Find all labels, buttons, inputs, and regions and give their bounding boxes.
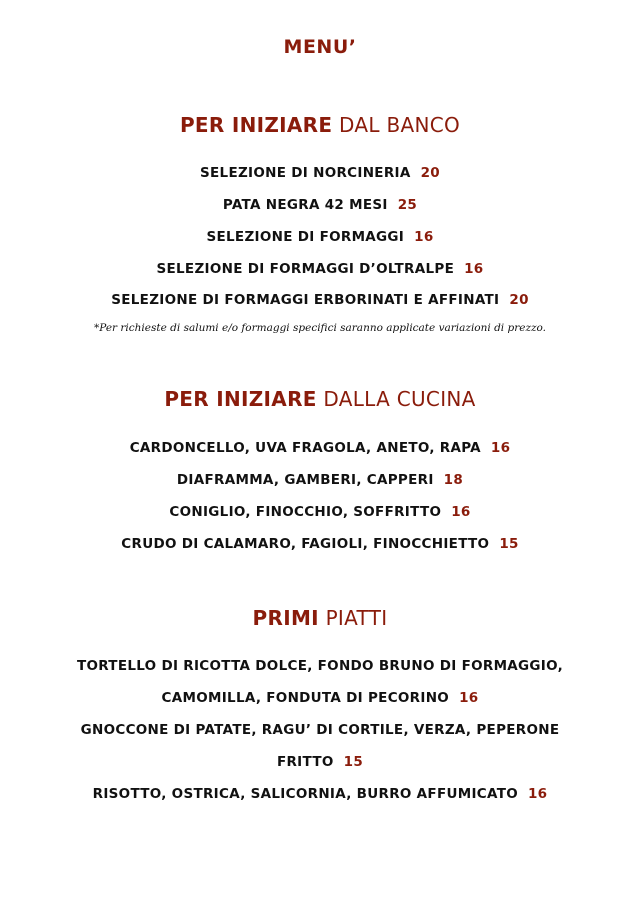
menu-item-line1 xyxy=(20,722,620,738)
menu-item-line1 xyxy=(20,658,620,674)
item-name: SELEZIONE DI NORCINERIA xyxy=(200,165,411,181)
item-name: CRUDO DI CALAMARO, FAGIOLI, FINOCCHIETTO xyxy=(121,536,490,552)
item-name: SELEZIONE DI FORMAGGI D’OLTRALPE xyxy=(156,261,455,277)
item-price: 16 xyxy=(459,690,479,706)
section-heading-rest: DALLA CUCINA xyxy=(323,387,476,411)
menu-item xyxy=(20,504,620,520)
section-heading-bold: PER INIZIARE xyxy=(164,387,317,411)
item-price: 25 xyxy=(397,197,418,213)
item-name: CAMOMILLA, FONDUTA DI PECORINO xyxy=(161,690,450,706)
menu-item xyxy=(20,440,620,456)
section-heading-rest: DAL BANCO xyxy=(339,113,461,137)
item-price: 16 xyxy=(451,504,471,520)
section-heading-bold: PRIMI xyxy=(252,606,319,630)
menu-item xyxy=(20,165,620,181)
item-name: SELEZIONE DI FORMAGGI ERBORINATI E AFFINATI xyxy=(111,292,500,308)
section-heading-bold: PER INIZIARE xyxy=(179,113,333,137)
item-name: CONIGLIO, FINOCCHIO, SOFFRITTO xyxy=(169,504,442,520)
menu-item xyxy=(20,754,620,770)
item-name: PATA NEGRA 42 MESI xyxy=(222,197,388,213)
item-price: 16 xyxy=(527,786,548,802)
menu-item xyxy=(20,261,620,277)
menu-item xyxy=(20,536,620,552)
item-name: CARDONCELLO, UVA FRAGOLA, ANETO, RAPA xyxy=(129,440,481,456)
item-name: DIAFRAMMA, GAMBERI, CAPPERI xyxy=(176,472,434,488)
menu-item xyxy=(20,472,620,488)
item-price: 18 xyxy=(443,472,464,488)
item-price: 16 xyxy=(414,229,434,245)
item-name: SELEZIONE DI FORMAGGI xyxy=(206,229,405,245)
menu-item xyxy=(20,292,620,308)
item-price: 16 xyxy=(490,440,511,456)
item-price: 15 xyxy=(499,536,519,552)
section-heading-primi xyxy=(0,606,640,630)
item-name: RISOTTO, OSTRICA, SALICORNIA, BURRO AFFUMICATO xyxy=(92,786,518,802)
item-price: 20 xyxy=(420,165,440,181)
section-heading-cucina xyxy=(0,387,640,411)
section-heading-rest: PIATTI xyxy=(325,606,388,630)
menu-item xyxy=(20,690,620,706)
item-name: FRITTO xyxy=(276,754,334,770)
item-name: GNOCCONE DI PATATE, RAGU’ DI CORTILE, VERZA, PEPERONE xyxy=(80,722,560,738)
item-name: TORTELLO DI RICOTTA DOLCE, FONDO BRUNO DI FORMAGGIO, xyxy=(76,658,564,674)
menu-title: MENU’ xyxy=(283,36,357,58)
item-price: 20 xyxy=(509,292,529,308)
menu-item xyxy=(20,197,620,213)
item-price: 15 xyxy=(343,754,364,770)
menu-item xyxy=(20,229,620,245)
item-price: 16 xyxy=(464,261,484,277)
price-note: *Per richieste di salumi e/o formaggi specifici saranno applicate variazioni di prezzo. xyxy=(94,322,546,334)
menu-item xyxy=(20,786,620,802)
section-heading-banco xyxy=(0,113,640,137)
